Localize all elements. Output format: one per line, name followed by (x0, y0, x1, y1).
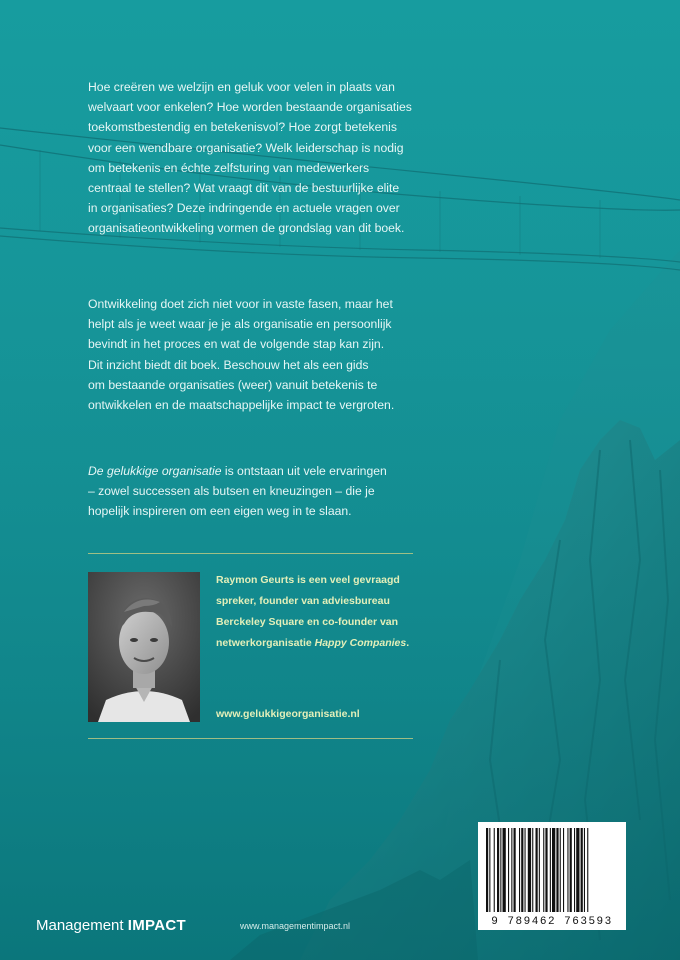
divider-bottom (88, 738, 413, 739)
text-line: helpt als je weet waar je je als organisatie en persoonlijk (88, 317, 392, 332)
barcode-bar (511, 828, 512, 912)
barcode-bar (525, 828, 526, 912)
text-line: Raymon Geurts is een veel gevraagd (216, 574, 400, 586)
intro-paragraph-2 (88, 294, 458, 415)
barcode-bar (556, 828, 558, 912)
barcode-bar (581, 828, 583, 912)
barcode-bar (545, 828, 547, 912)
barcode-bar (550, 828, 551, 912)
text-line: Dit inzicht biedt dit boek. Beschouw het als een gids (88, 357, 369, 372)
text-line: toekomstbestendig en betekenisvol? Hoe zorgt betekenis (88, 120, 397, 135)
text-line: hopelijk inspireren om een eigen weg in te slaan. (88, 504, 352, 519)
barcode-bar (584, 828, 585, 912)
barcode-bar (574, 828, 575, 912)
text-line: organisatieontwikkeling vormen de grondslag van dit boek. (88, 221, 405, 236)
barcode-bar (497, 828, 499, 912)
barcode-bar (489, 828, 490, 912)
text-line: om betekenis en échte zelfsturing van medewerkers (88, 160, 370, 175)
barcode-bar (567, 828, 568, 912)
text-line: om bestaande organisaties (weer) vanuit betekenis te (88, 377, 378, 392)
text-line: Hoe creëren we welzijn en geluk voor velen in plaats van (88, 80, 395, 94)
barcode-bar (543, 828, 544, 912)
book-title-inline: De gelukkige organisatie (88, 464, 222, 478)
barcode-bar (576, 828, 579, 912)
barcode-bar (500, 828, 501, 912)
intro-paragraph-1 (88, 77, 458, 239)
barcode-bar (508, 828, 509, 912)
barcode-bars (484, 828, 620, 912)
brand-bold: IMPACT (127, 917, 186, 934)
text-line: bevindt in het proces en wat de volgende stap kan zijn. (88, 337, 385, 352)
barcode-bar (519, 828, 520, 912)
barcode-bar (563, 828, 564, 912)
barcode-bar (494, 828, 495, 912)
text-line: voor een wendbare organisatie? Welk leiderschap is nodig (88, 140, 404, 155)
text-line: centraal te stellen? Wat vraagt dit van de bestuurlijke elite (88, 181, 400, 196)
barcode-bar (536, 828, 538, 912)
barcode-bar (486, 828, 488, 912)
text-fragment: netwerkorganisatie (216, 637, 315, 649)
barcode-bar (521, 828, 523, 912)
author-photo (88, 572, 200, 722)
company-name: Happy Companies (314, 637, 407, 649)
text-line: ontwikkelen en de maatschappelijke impact te vergroten. (88, 398, 395, 413)
text-line: in organisaties? Deze indringende en actuele vragen over (88, 201, 400, 216)
divider-top (88, 553, 413, 554)
barcode-bar (532, 828, 533, 912)
barcode-bar (514, 828, 516, 912)
barcode-bar (570, 828, 572, 912)
text-line: Berckeley Square en co-founder van (216, 616, 399, 628)
barcode-bar (552, 828, 555, 912)
text-line: spreker, founder van adviesbureau (216, 595, 390, 607)
barcode-bar (539, 828, 540, 912)
author-bio (216, 570, 421, 654)
brand-regular: Management (36, 917, 128, 934)
author-website-link[interactable]: www.gelukkigeorganisatie.nl (216, 708, 360, 720)
text-line (88, 461, 458, 481)
text-fragment: is ontstaan uit vele ervaringen (221, 464, 387, 478)
text-line: welvaart voor enkelen? Hoe worden bestaande organisaties (88, 100, 412, 115)
barcode-bar (528, 828, 531, 912)
text-line: Ontwikkeling doet zich niet voor in vaste fasen, maar het (88, 297, 393, 311)
barcode-bar (503, 828, 506, 912)
barcode-bar (560, 828, 561, 912)
publisher-logo (36, 917, 186, 934)
text-line: – zowel successen als butsen en kneuzingen – die je (88, 484, 375, 499)
isbn-number: 9 789462 763593 (491, 916, 613, 928)
isbn-barcode (478, 822, 626, 930)
barcode-bar (587, 828, 588, 912)
text-fragment: . (406, 637, 410, 649)
text-line (216, 633, 421, 654)
intro-paragraph-3 (88, 461, 458, 522)
publisher-website-link[interactable]: www.managementimpact.nl (240, 921, 351, 931)
